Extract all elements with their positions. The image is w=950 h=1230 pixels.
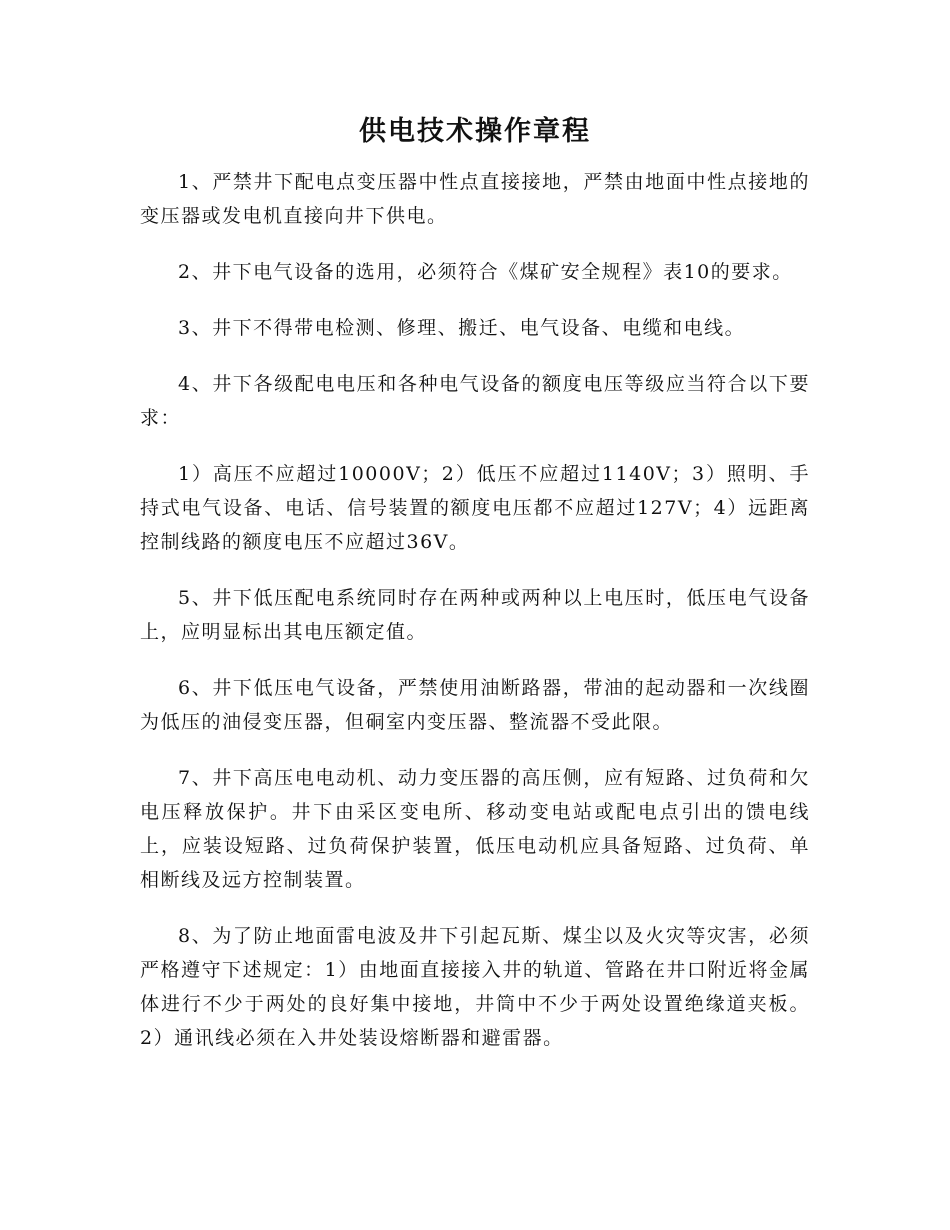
paragraph-1: 1、严禁井下配电点变压器中性点直接接地，严禁由地面中性点接地的变压器或发电机直接向井下供电。 — [140, 171, 810, 227]
paragraph-6: 6、井下低压电气设备，严禁使用油断路器，带油的起动器和一次线圈为低压的油侵变压器，但硐室内变压器、整流器不受此限。 — [140, 677, 810, 733]
paragraph-7: 7、井下高压电电动机、动力变压器的高压侧，应有短路、过负荷和欠电压释放保护。井下由采区变电所、移动变电站或配电点引出的馈电线上，应装设短路、过负荷保护装置，低压电动机应具备短路、过负荷、单相断线及远方控制装置。 — [140, 767, 810, 891]
paragraph-8: 8、为了防止地面雷电波及井下引起瓦斯、煤尘以及火灾等灾害，必须严格遵守下述规定：1）由地面直接接入井的轨道、管路在井口附近将金属体进行不少于两处的良好集中接地，井筒中不少于两处设置绝缘道夹板。2）通讯线必须在入井处装设熔断器和避雷器。 — [140, 925, 810, 1049]
paragraph-2: 2、井下电气设备的选用，必须符合《煤矿安全规程》表10的要求。 — [178, 261, 793, 283]
document-title: 供电技术操作章程 — [359, 116, 591, 147]
paragraph-3: 3、井下不得带电检测、修理、搬迁、电气设备、电缆和电线。 — [178, 317, 746, 339]
document-body — [140, 165, 810, 1077]
paragraph-4: 4、井下各级配电电压和各种电气设备的额度电压等级应当符合以下要求： — [140, 373, 810, 429]
paragraph-5: 5、井下低压配电系统同时存在两种或两种以上电压时，低压电气设备上，应明显标出其电压额定值。 — [140, 587, 810, 643]
paragraph-4-requirements: 1）高压不应超过10000V；2）低压不应超过1140V；3）照明、手持式电气设备、电话、信号装置的额度电压都不应超过127V；4）远距离控制线路的额度电压不应超过36V。 — [140, 463, 810, 553]
